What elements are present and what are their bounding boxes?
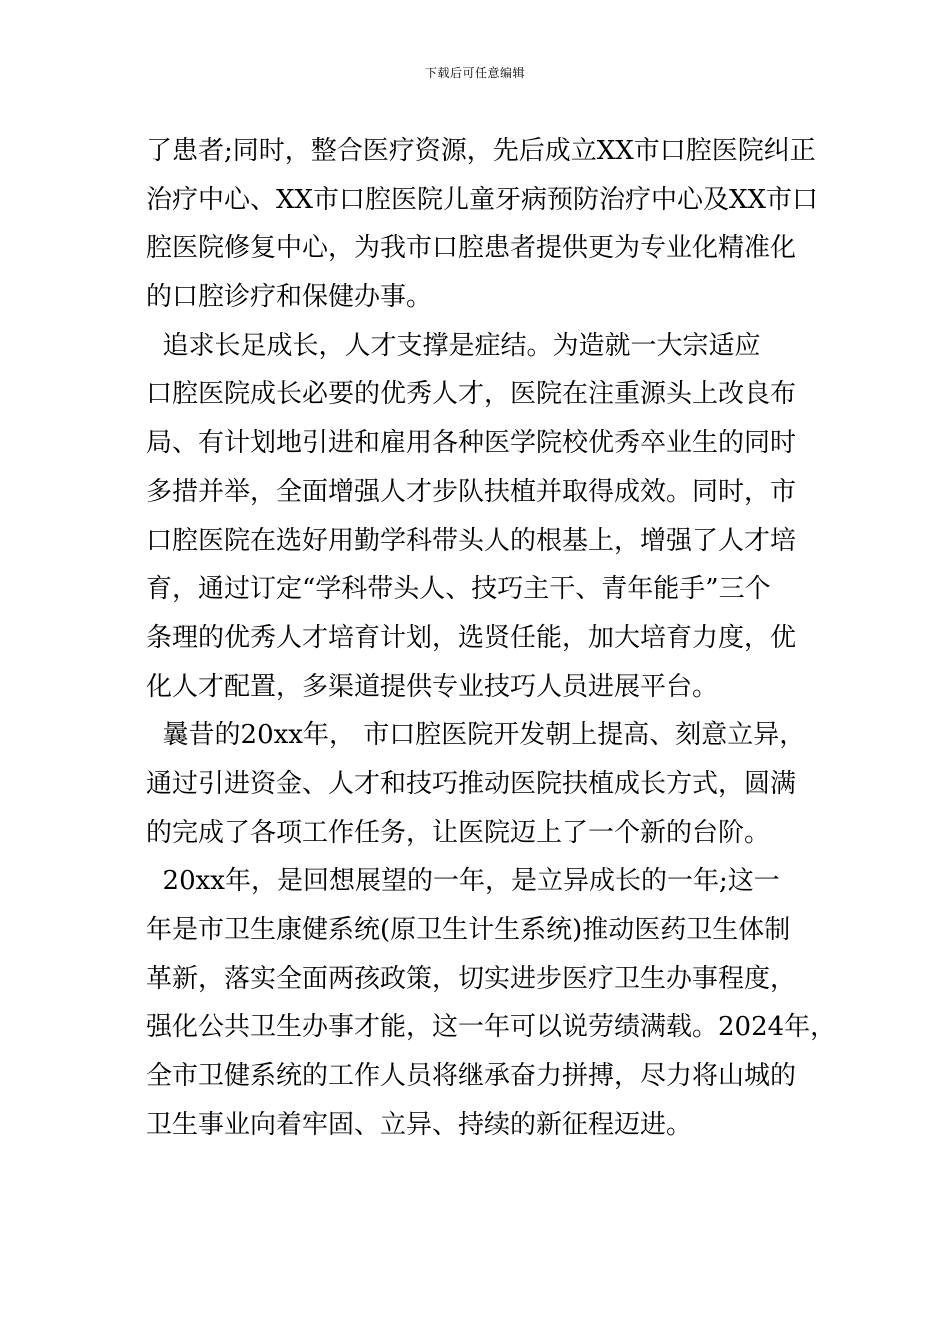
text-line: 曩昔的20xx年， 市口腔医院开发朝上提高、刻意立异，	[146, 720, 806, 751]
text-line: 20xx年，是回想展望的一年，是立异成长的一年;这一	[146, 866, 780, 897]
body-text	[146, 127, 836, 1149]
text-line: 追求长足成长，人才支撑是症结。为造就一大宗适应	[146, 330, 761, 361]
text-line: 局、有计划地引进和雇用各种医学院校优秀卒业生的同时	[146, 428, 797, 459]
text-line: 强化公共卫生办事才能，这一年可以说劳绩满载。2024年，	[146, 1012, 836, 1043]
text-line: 育，通过订定“学科带头人、技巧主干、青年能手”三个	[146, 574, 771, 605]
text-line: 口腔医院在选好用勤学科带头人的根基上，增强了人才培	[146, 525, 797, 556]
text-line: 年是市卫生康健系统(原卫生计生系统)推动医药卫生体制	[146, 915, 791, 945]
text-line: 条理的优秀人才培育计划，选贤任能，加大培育力度，优	[146, 622, 797, 653]
text-line: 了患者;同时，整合医疗资源，先后成立XX市口腔医院纠正	[146, 136, 816, 166]
text-line: 全市卫健系统的工作人员将继承奋力拼搏，尽力将山城的	[146, 1061, 797, 1092]
text-line: 治疗中心、XX市口腔医院儿童牙病预防治疗中心及XX市口	[146, 184, 819, 215]
text-line: 的口腔诊疗和保健办事。	[146, 282, 433, 313]
text-line: 卫生事业向着牢固、立异、持续的新征程迈进。	[146, 1109, 693, 1140]
text-line: 的完成了各项工作任务，让医院迈上了一个新的台阶。	[146, 817, 771, 848]
text-line: 口腔医院成长必要的优秀人才，医院在注重源头上改良布	[146, 379, 797, 410]
text-line: 腔医院修复中心，为我市口腔患者提供更为专业化精准化	[146, 233, 797, 264]
header-note: 下载后可任意编辑	[424, 66, 525, 80]
text-line: 多措并举，全面增强人才步队扶植并取得成效。同时，市	[146, 476, 797, 507]
text-line: 化人才配置，多渠道提供专业技巧人员进展平台。	[146, 671, 719, 702]
text-line: 通过引进资金、人才和技巧推动医院扶植成长方式，圆满	[146, 768, 797, 799]
text-line: 革新，落实全面两孩政策，切实进步医疗卫生办事程度，	[146, 963, 797, 994]
